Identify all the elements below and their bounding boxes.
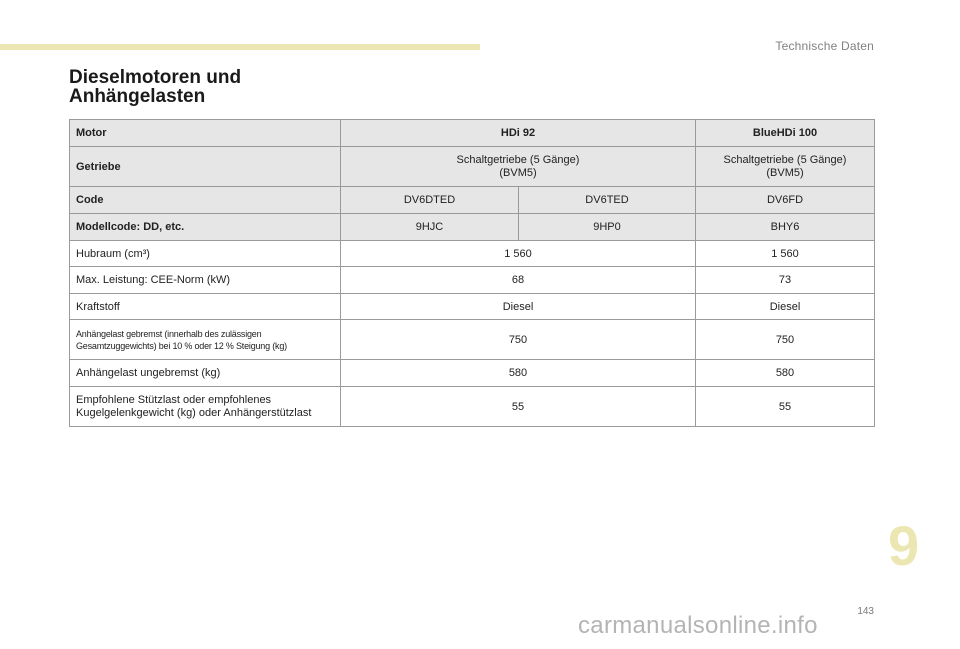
page-title xyxy=(69,68,241,106)
modellcode-cell: 9HJC xyxy=(341,214,519,241)
row-label: Hubraum (cm³) xyxy=(70,241,341,267)
header-accent-bar xyxy=(0,44,480,50)
row-value: 580 xyxy=(341,360,696,387)
modellcode-cell: BHY6 xyxy=(696,214,875,241)
row-value: Diesel xyxy=(696,294,875,320)
engine-bluehdi100: BlueHDi 100 xyxy=(696,120,875,147)
code-label: Code xyxy=(70,187,341,214)
table-row-code xyxy=(70,187,875,214)
chapter-number: 9 xyxy=(888,514,920,577)
section-label: Technische Daten xyxy=(775,39,874,53)
table-row xyxy=(70,320,875,360)
getriebe-hdi92: Schaltgetriebe (5 Gänge) (BVM5) xyxy=(341,147,696,187)
row-value: 750 xyxy=(696,320,875,360)
row-label: Empfohlene Stützlast oder empfohlenes Kugelgelenkgewicht (kg) oder Anhängerstützlast xyxy=(70,387,341,427)
page-number: 143 xyxy=(857,606,874,617)
row-label: Kraftstoff xyxy=(70,294,341,320)
engine-hdi92: HDi 92 xyxy=(341,120,696,147)
table-row xyxy=(70,267,875,294)
row-value: Diesel xyxy=(341,294,696,320)
motor-label: Motor xyxy=(70,120,341,147)
table-row-getriebe xyxy=(70,147,875,187)
table-row xyxy=(70,387,875,427)
row-value: 73 xyxy=(696,267,875,294)
row-value: 55 xyxy=(696,387,875,427)
watermark: carmanualsonline.info xyxy=(578,612,818,639)
table-row-modellcode xyxy=(70,214,875,241)
modellcode-cell: 9HP0 xyxy=(519,214,696,241)
getriebe-label: Getriebe xyxy=(70,147,341,187)
row-value: 55 xyxy=(341,387,696,427)
table-row xyxy=(70,241,875,267)
code-cell: DV6TED xyxy=(519,187,696,214)
page-title-line1: Dieselmotoren und xyxy=(69,67,242,88)
spec-table xyxy=(69,119,875,427)
page-title-line2: Anhängelasten xyxy=(69,86,206,107)
code-cell: DV6FD xyxy=(696,187,875,214)
row-value: 580 xyxy=(696,360,875,387)
row-value: 1 560 xyxy=(696,241,875,267)
row-label: Anhängelast ungebremst (kg) xyxy=(70,360,341,387)
row-value: 750 xyxy=(341,320,696,360)
row-label: Anhängelast gebremst (innerhalb des zulässigen Gesamtzuggewichts) bei 10 % oder 12 % Steigung (kg) xyxy=(70,320,341,360)
table-row xyxy=(70,360,875,387)
getriebe-bluehdi100: Schaltgetriebe (5 Gänge) (BVM5) xyxy=(696,147,875,187)
row-value: 68 xyxy=(341,267,696,294)
code-cell: DV6DTED xyxy=(341,187,519,214)
modellcode-label: Modellcode: DD, etc. xyxy=(70,214,341,241)
table-row-motor xyxy=(70,120,875,147)
row-label: Max. Leistung: CEE-Norm (kW) xyxy=(70,267,341,294)
row-value: 1 560 xyxy=(341,241,696,267)
table-row xyxy=(70,294,875,320)
